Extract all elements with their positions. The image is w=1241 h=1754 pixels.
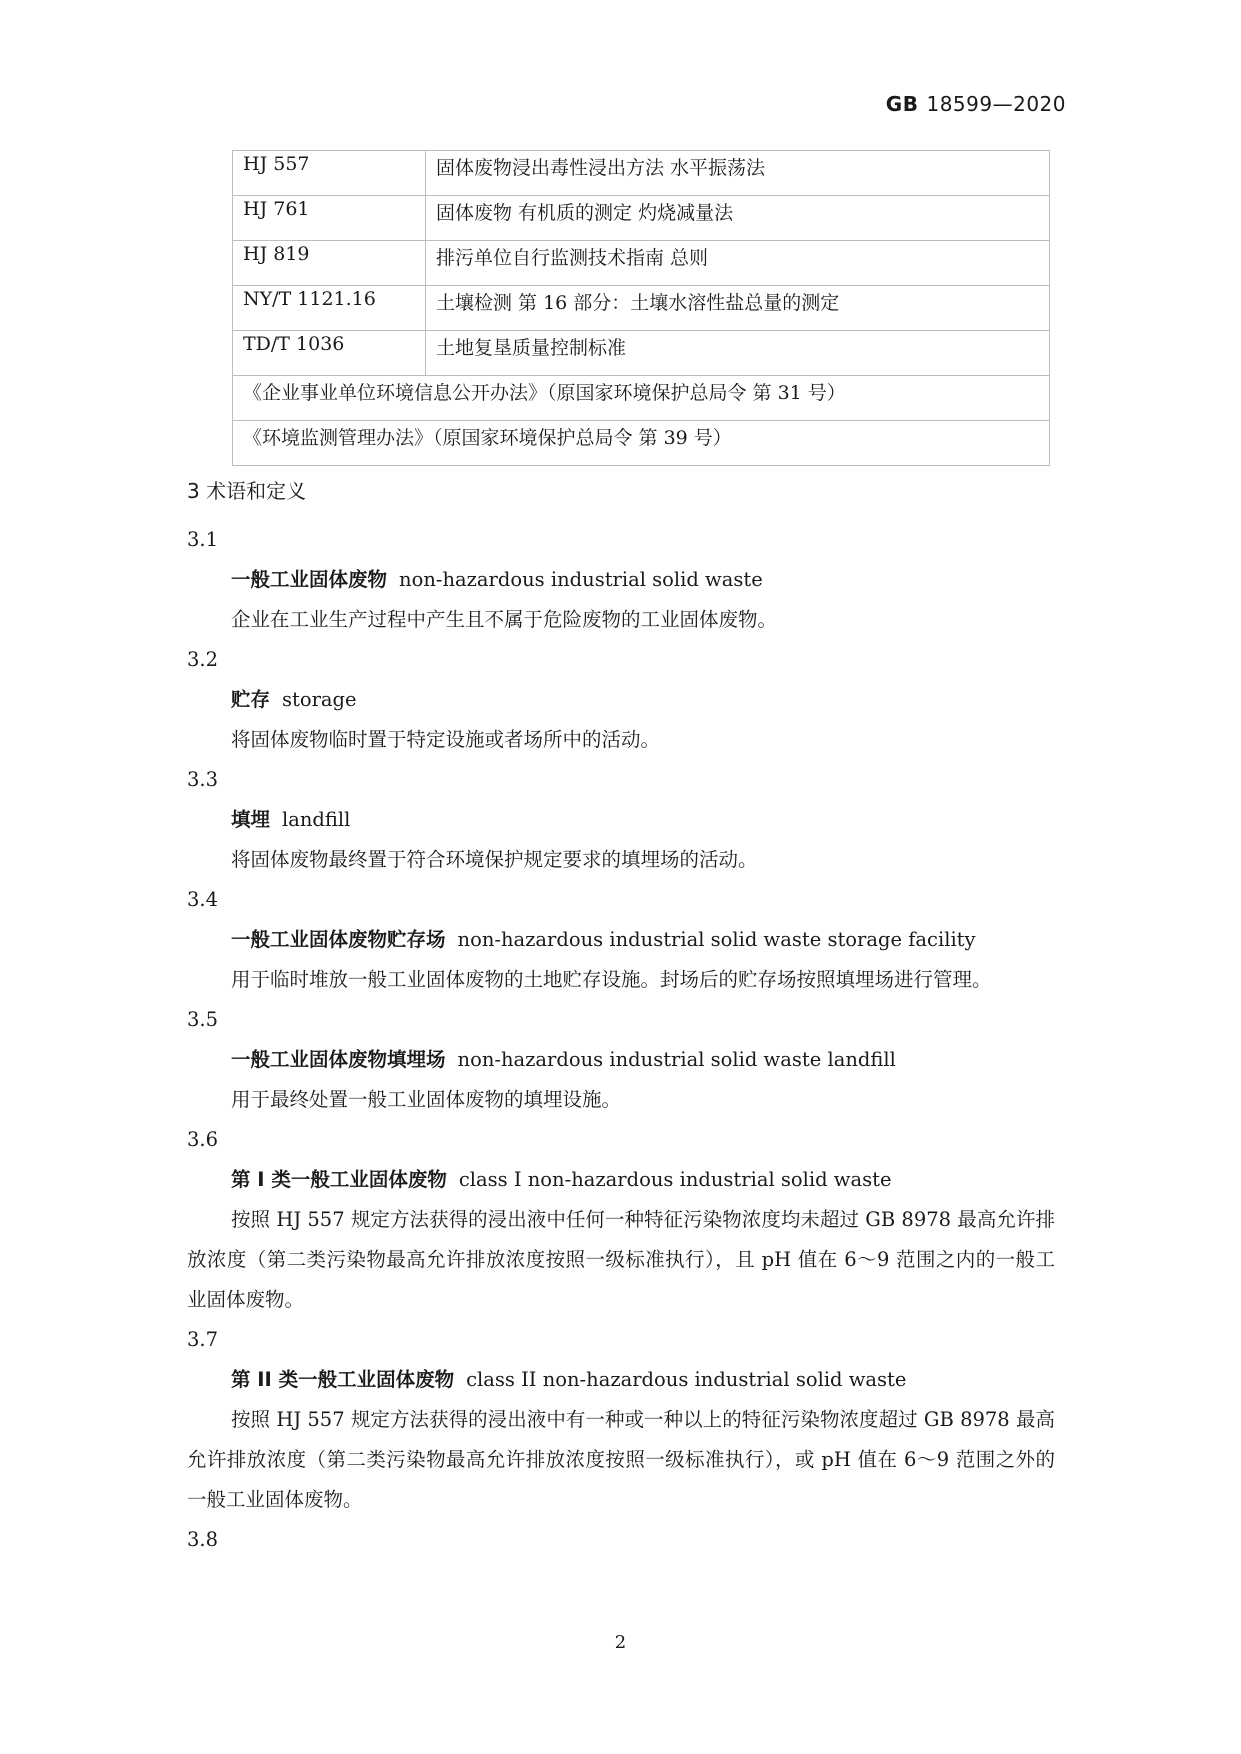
term-definition: 将固体废物最终置于符合环境保护规定要求的填埋场的活动。	[231, 848, 758, 871]
table-row	[233, 241, 1050, 286]
document-header	[886, 92, 1066, 116]
term-entry	[187, 1000, 1055, 1120]
reference-code: HJ 819	[233, 241, 426, 286]
reference-title: 固体废物 有机质的测定 灼烧减量法	[426, 196, 1050, 241]
term-definition: 用于临时堆放一般工业固体废物的土地贮存设施。封场后的贮存场按照填埋场进行管理。	[231, 968, 992, 991]
term-zh: 填埋	[231, 808, 271, 831]
term-number: 3.5	[187, 1008, 219, 1031]
standard-prefix: GB	[885, 92, 919, 116]
reference-title: 排污单位自行监测技术指南 总则	[426, 241, 1050, 286]
term-zh: 第 I 类一般工业固体废物	[231, 1168, 447, 1191]
term-definition: 将固体废物临时置于特定设施或者场所中的活动。	[231, 728, 661, 751]
term-definition: 企业在工业生产过程中产生且不属于危险废物的工业固体废物。	[231, 608, 778, 631]
term-zh: 第 II 类一般工业固体废物	[231, 1368, 455, 1391]
term-entry	[187, 1520, 1055, 1560]
term-definition: 按照 HJ 557 规定方法获得的浸出液中任何一种特征污染物浓度均未超过 GB 8978 最高允许排放浓度（第二类污染物最高允许排放浓度按照一级标准执行），且 pH 值在 6～9 范围之内的一般工业固体废物。	[187, 1208, 1055, 1311]
term-heading	[187, 1360, 1055, 1400]
term-entry	[187, 640, 1055, 760]
reference-code: HJ 557	[233, 151, 426, 196]
term-zh: 一般工业固体废物贮存场	[231, 928, 446, 951]
term-en: non-hazardous industrial solid waste landfill	[457, 1048, 896, 1071]
table-row	[233, 376, 1050, 421]
term-definition: 用于最终处置一般工业固体废物的填埋设施。	[231, 1088, 622, 1111]
page-number: 2	[614, 1632, 627, 1653]
term-entry	[187, 880, 1055, 1000]
reference-title: 土壤检测 第 16 部分：土壤水溶性盐总量的测定	[426, 286, 1050, 331]
term-en: storage	[282, 688, 357, 711]
reference-title: 固体废物浸出毒性浸出方法 水平振荡法	[426, 151, 1050, 196]
term-heading	[187, 800, 1055, 840]
normative-references-table	[232, 150, 1050, 466]
reference-title: 土地复垦质量控制标准	[426, 331, 1050, 376]
term-number: 3.3	[187, 768, 219, 791]
term-entry	[187, 1320, 1055, 1520]
term-en: non-hazardous industrial solid waste	[399, 568, 763, 591]
term-zh: 贮存	[231, 688, 271, 711]
term-en: class II non-hazardous industrial solid waste	[466, 1368, 907, 1391]
table-row	[233, 196, 1050, 241]
term-heading	[187, 680, 1055, 720]
table-row	[233, 421, 1050, 466]
term-zh: 一般工业固体废物填埋场	[231, 1048, 446, 1071]
reference-code: HJ 761	[233, 196, 426, 241]
section-heading: 3 术语和定义	[187, 479, 307, 503]
reference-note: 《环境监测管理办法》（原国家环境保护总局令 第 39 号）	[233, 421, 1050, 466]
reference-code: TD/T 1036	[233, 331, 426, 376]
reference-code: NY/T 1121.16	[233, 286, 426, 331]
term-entry	[187, 1120, 1055, 1320]
term-number: 3.6	[187, 1128, 219, 1151]
term-number: 3.1	[187, 528, 219, 551]
term-zh: 一般工业固体废物	[231, 568, 388, 591]
term-number: 3.2	[187, 648, 219, 671]
standard-number: 18599—2020	[926, 92, 1066, 116]
term-en: class I non-hazardous industrial solid waste	[458, 1168, 892, 1191]
term-number: 3.4	[187, 888, 219, 911]
table-row	[233, 151, 1050, 196]
term-en: landfill	[282, 808, 351, 831]
reference-note: 《企业事业单位环境信息公开办法》（原国家环境保护总局令 第 31 号）	[233, 376, 1050, 421]
term-en: non-hazardous industrial solid waste storage facility	[457, 928, 976, 951]
table-row	[233, 286, 1050, 331]
term-definition: 按照 HJ 557 规定方法获得的浸出液中有一种或一种以上的特征污染物浓度超过 GB 8978 最高允许排放浓度（第二类污染物最高允许排放浓度按照一级标准执行），或 pH 值在 6～9 范围之外的一般工业固体废物。	[187, 1408, 1055, 1511]
term-heading	[187, 1160, 1055, 1200]
term-number: 3.7	[187, 1328, 219, 1351]
term-heading	[187, 920, 1055, 960]
term-heading	[187, 560, 1055, 600]
term-entry	[187, 520, 1055, 640]
table-row	[233, 331, 1050, 376]
term-heading	[187, 1040, 1055, 1080]
term-number: 3.8	[187, 1528, 219, 1551]
term-entry	[187, 760, 1055, 880]
